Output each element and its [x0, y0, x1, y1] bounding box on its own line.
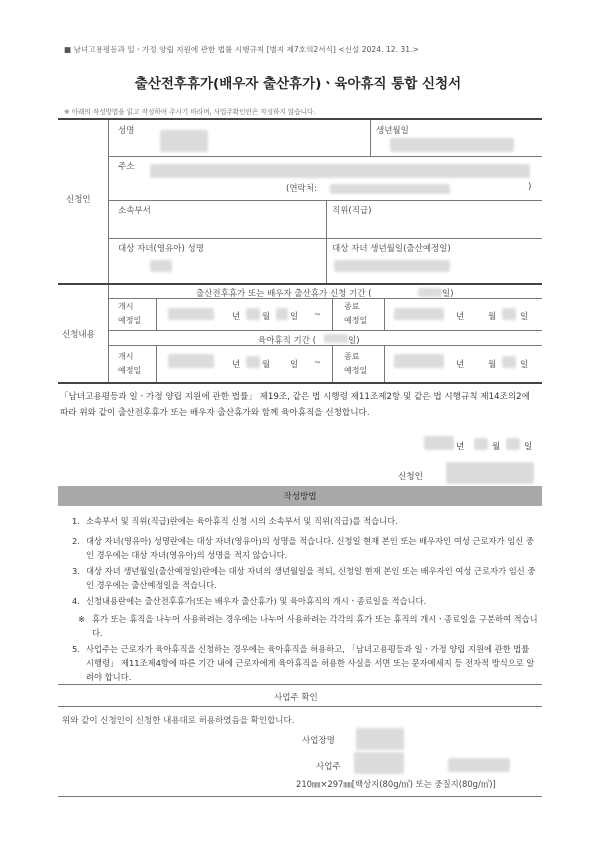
redacted-owner-sign: [448, 758, 510, 772]
parental-start-day-unit: 일: [290, 360, 299, 370]
child-birth-label: 대상 자녀 생년월일(출산예정일): [332, 244, 451, 254]
row-divider: [108, 156, 542, 157]
cell-divider: [370, 120, 371, 156]
redacted-date-year: [424, 436, 454, 450]
redacted-parental-start-year: [168, 354, 214, 368]
parental-start-month-unit: 월: [262, 360, 271, 370]
dept-label: 소속부서: [118, 206, 151, 216]
form-note: ※ 아래의 작성방법을 읽고 작성하여 주시기 바라며, 사업주확인란은 작성하지 않습니다.: [64, 108, 316, 116]
redacted-parental-days: [324, 334, 348, 343]
request-section-label: 신청내용: [62, 330, 95, 340]
redacted-name: [160, 130, 208, 152]
parental-end-label: 종료 예정일: [344, 352, 368, 375]
redacted-child-birth: [334, 260, 450, 272]
row-divider: [108, 238, 542, 239]
leave-period-end: 일): [442, 289, 454, 299]
document-bottom-border: [58, 796, 542, 797]
leave-period-label: 출산전후휴가 또는 배우자 출산휴가 신청 기간 (: [196, 289, 372, 299]
applicant-section-label: 신청인: [66, 195, 91, 205]
redacted-leave-start-month: [246, 308, 260, 320]
parental-start-year-unit: 년: [232, 360, 241, 370]
parental-end-year-unit: 년: [456, 360, 465, 370]
application-statement: 「남녀고용평등과 일ㆍ가정 양립 지원에 관한 법률」 제19조, 같은 법 시행령 제11조제2항 및 같은 법 시행규칙 제14조의2에 따라 위와 같이 출산전후휴가 또는 배우자 출산휴가와 함께 육아휴직을 신청합니다.: [60, 392, 530, 418]
document-page: ■ 남녀고용평등과 일ㆍ가정 양립 지원에 관한 법률 시행규칙 [별지 제7호의2서식] <신설 2024. 12. 31.> 출산전후휴가(배우자 출산휴가)ㆍ육아휴직 통합 신청서 ※ 아래의 작성방법을 읽고 작성하여 주시기 바라며, 사업주확인란은 작성하지 않습니다. 신청인 성명 생년월일 주소 (연락처: ) 소속부서 직위(직급) 대상 자녀(영유아) 성명 대상 자녀 생년월일(출산예정일) 신청내용 출산전후휴가 또는 배우자 출산휴가 신청 기간 ( 일) 개시 예정일 년 월 일 ~ 종료 예정일 년 월 일 육아휴직 기간 ( 일) 개시 예정일 년 월 일 ~ 종료 예정일 년 월 일 「남녀고용평등과 일ㆍ가정 양립 지원에 관한 법률」 제19조, 같은 법 시행령 제11조제2항 및 같은 법 시행규칙 제14조의2에 따라 위와 같이 출산전후휴가 또는 배우자 출산휴가와 함께 육아휴직을 신청합니다. 년 월 일 신청인 작성방법 1. 소속부서 및 직위(직급)란에는 육아휴직 신청 시의 소속부서 및 직위(직급)를 적습니다. 2. 대상 자녀(영유아) 성명란에는 대상 자녀(영유아)의 성명을 적습니다. 신청일 현재 본인 또는 배우자인 여성 근로자가 임신 중인 경우에는 대상 자녀(영유아)의 성명을 적지 않습니다. 3. 대상 자녀 생년월일(출산예정일)란에는 대상 자녀의 생년월일을 적되, 신청일 현재 본인 또는 배우자인 여성 근로자가 임신 중인 경우에는 출산예정일을 적습니다. 4. 신청내용란에는 출산전후휴가(또는 배우자 출산휴가) 및 육아휴직의 개시ㆍ종료일을 적습니다. ※ 휴가 또는 휴직을 나누어 사용하려는 경우에는 나누어 사용하려는 각각의 휴가 또는 휴직의 개시ㆍ종료일을 구분하여 적습니다. 5. 사업주는 근로자가 육아휴직을 신청하는 경우에는 육아휴직을 허용하고, 「남녀고용평등과 일ㆍ가정 양립 지원에 관한 법률 시행령」 제11조제4항에 따른 기간 내에 근로자에게 육아휴직을 허용한 사실을 서면 또는 문자메세지 등 전자적 방식으로 알려야 합니다. 사업주 확인 위와 같이 신청인이 신청한 내용대로 허용하였음을 확인합니다. 사업장명 사업주 210㎜×297㎜[백상지(80g/㎡) 또는 중질지(80g/㎡)]: [0, 0, 596, 843]
employer-top-border: [58, 684, 542, 685]
redacted-parental-start-month: [246, 356, 260, 368]
cell-divider: [384, 345, 385, 383]
page-title: 출산전후휴가(배우자 출산휴가)ㆍ육아휴직 통합 신청서: [134, 76, 462, 92]
redacted-leave-end-year: [394, 308, 444, 320]
row-divider: [108, 200, 542, 201]
row-divider: [108, 330, 542, 331]
date-year-unit: 년: [456, 442, 465, 452]
date-day-unit: 일: [524, 442, 533, 452]
redacted-date-month: [474, 438, 488, 450]
redacted-leave-start-day: [276, 308, 288, 320]
contact-close: ): [528, 182, 532, 192]
redacted-leave-end-day: [502, 308, 516, 320]
company-label: 사업장명: [302, 736, 335, 746]
position-label: 직위(직급): [332, 206, 372, 216]
redacted-child-name: [150, 260, 172, 272]
date-month-unit: 월: [492, 442, 501, 452]
row-divider: [108, 345, 542, 346]
section-border: [58, 382, 542, 384]
employer-confirm-text: 위와 같이 신청인이 신청한 내용대로 허용하였음을 확인합니다.: [62, 716, 295, 726]
redacted-parental-end-year: [394, 354, 444, 368]
cell-divider: [156, 298, 157, 330]
parental-period-label: 육아휴직 기간 (: [258, 336, 316, 346]
table-top-border: [58, 118, 542, 120]
parental-end-day-unit: 일: [520, 360, 529, 370]
section-divider: [108, 120, 109, 284]
cell-divider: [332, 298, 333, 330]
section-divider: [108, 285, 109, 383]
leave-end-label: 종료 예정일: [344, 302, 368, 325]
leave-start-month-unit: 월: [262, 312, 271, 322]
child-name-label: 대상 자녀(영유아) 성명: [118, 244, 204, 254]
redacted-owner: [354, 752, 404, 774]
guide-header-bar: [58, 486, 542, 506]
cell-divider: [332, 345, 333, 383]
leave-tilde: ~: [314, 310, 322, 320]
contact-label: (연락처:: [286, 184, 317, 194]
cell-divider: [384, 298, 385, 330]
leave-end-day-unit: 일: [520, 312, 529, 322]
parental-tilde: ~: [314, 358, 322, 368]
owner-label: 사업주: [316, 762, 341, 772]
redacted-signature: [446, 462, 534, 484]
guide-title: 작성방법: [283, 492, 317, 502]
redacted-parental-end-day: [502, 356, 516, 368]
redacted-contact: [330, 184, 450, 194]
leave-end-month-unit: 월: [488, 312, 497, 322]
leave-end-year-unit: 년: [456, 312, 465, 322]
leave-start-day-unit: 일: [290, 312, 299, 322]
redacted-company: [356, 728, 404, 750]
cell-divider: [156, 345, 157, 383]
parental-period-end: 일): [348, 336, 360, 346]
birth-label: 생년월일: [376, 126, 409, 136]
redacted-date-day: [506, 438, 520, 450]
redacted-leave-days: [418, 288, 442, 297]
parental-end-month-unit: 월: [488, 360, 497, 370]
address-label: 주소: [118, 162, 135, 172]
employer-title: 사업주 확인: [274, 693, 318, 703]
cell-divider: [326, 200, 327, 284]
redacted-address: [150, 164, 530, 178]
leave-start-year-unit: 년: [232, 312, 241, 322]
form-header: ■ 남녀고용평등과 일ㆍ가정 양립 지원에 관한 법률 시행규칙 [별지 제7호의2서식] <신설 2024. 12. 31.>: [64, 45, 419, 54]
name-label: 성명: [118, 126, 135, 136]
employer-divider: [58, 706, 542, 707]
leave-start-label: 개시 예정일: [118, 302, 142, 325]
parental-start-label: 개시 예정일: [118, 352, 142, 375]
redacted-birth: [390, 138, 514, 152]
section-border: [58, 283, 542, 285]
redacted-leave-start-year: [168, 308, 214, 320]
signer-label: 신청인: [398, 472, 423, 482]
paper-spec-footer: 210㎜×297㎜[백상지(80g/㎡) 또는 중질지(80g/㎡)]: [296, 779, 496, 789]
